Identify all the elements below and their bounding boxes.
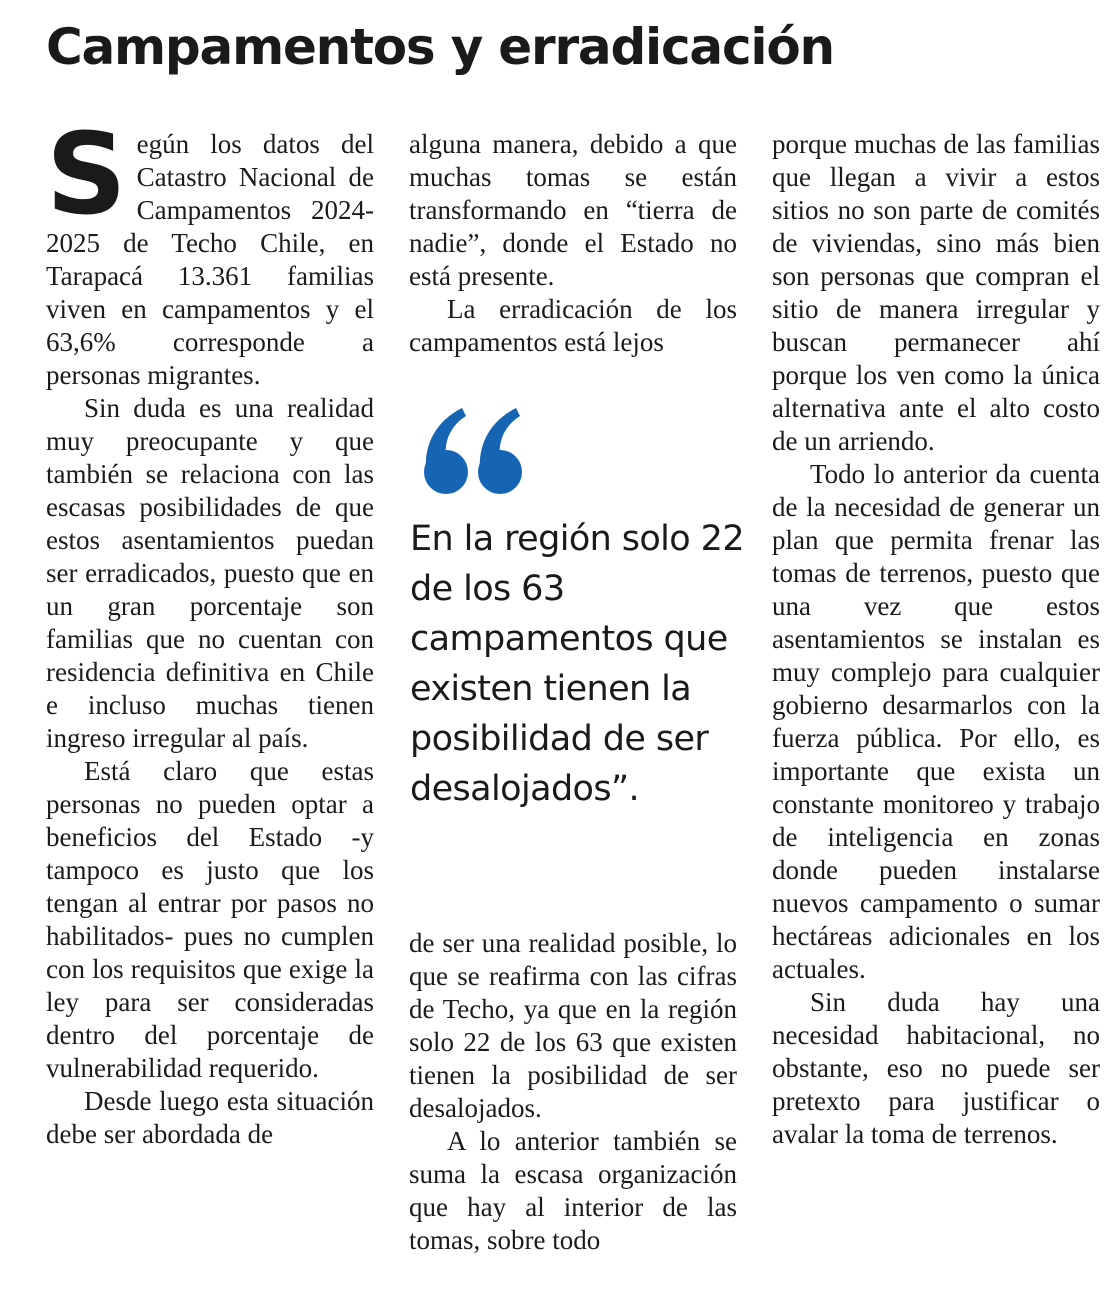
paragraph-5: alguna manera, debido a que muchas tomas se están transformando en “tierra de nadie”, donde el Estado no está presente. (409, 129, 737, 291)
column-2-bottom (409, 927, 737, 1257)
paragraph-1 (46, 110, 374, 392)
paragraph-4: Desde luego esta situación debe ser abordada de (46, 1086, 374, 1149)
paragraph-11: Sin duda hay una necesidad habitacional, no obstante, eso no puede ser pretexto para justificar o avalar la toma de terrenos. (772, 987, 1100, 1149)
paragraph-8: A lo anterior también se suma la escasa organización que hay al interior de las tomas, sobre todo (409, 1126, 737, 1255)
paragraph-10: Todo lo anterior da cuenta de la necesidad de generar un plan que permita frenar las tomas de terrenos, puesto que una vez que estos asentamientos se instalan es muy complejo para cualquier gobierno desarmarlos con la fuerza pública. Por ello, es importante que exista un constante monitoreo y trabajo de inteligencia en zonas donde pueden instalarse nuevos campamento o sumar hectáreas adicionales en los actuales. (772, 459, 1100, 984)
paragraph-1-text: egún los datos del Catastro Nacional de Campamentos 2024-2025 de Techo Chile, en Tarapacá 13.361 familias viven en campamentos y el 63,6% corresponde a personas migrantes. (46, 129, 374, 390)
column-2-top (409, 128, 737, 359)
column-1 (46, 110, 374, 1151)
paragraph-9: porque muchas de las familias que llegan a vivir a estos sitios no son parte de comités de viviendas, sino más bien son personas que compran el sitio de manera irregular y buscan permanecer ahí porque los ven como la única alternativa ante el alto costo de un arriendo. (772, 129, 1100, 456)
drop-cap: S (46, 110, 127, 240)
article-title: Campamentos y erradicación (46, 18, 834, 76)
paragraph-3: Está claro que estas personas no pueden optar a beneficios del Estado -y tampoco es justo que los tengan al entrar por pasos no habilitados- pues no cumplen con los requisitos que exige la ley para ser consideradas dentro del porcentaje de vulnerabilidad requerido. (46, 756, 374, 1083)
column-3 (772, 128, 1100, 1151)
open-double-quote-icon (416, 400, 536, 510)
paragraph-6: La erradicación de los campamentos está lejos (409, 294, 737, 357)
pull-quote: En la región solo 22 de los 63 campamentos que existen tienen la posibilidad de ser desalojados”. (410, 519, 744, 809)
paragraph-2: Sin duda es una realidad muy preocupante y que también se relaciona con las escasas posibilidades de que estos asentamientos puedan ser erradicados, puesto que en un gran porcentaje son familias que no cuentan con residencia definitiva en Chile e incluso muchas tienen ingreso irregular al país. (46, 393, 374, 753)
paragraph-7: de ser una realidad posible, lo que se reafirma con las cifras de Techo, ya que en la región solo 22 de los 63 que existen tienen la posibilidad de ser desalojados. (409, 928, 737, 1123)
